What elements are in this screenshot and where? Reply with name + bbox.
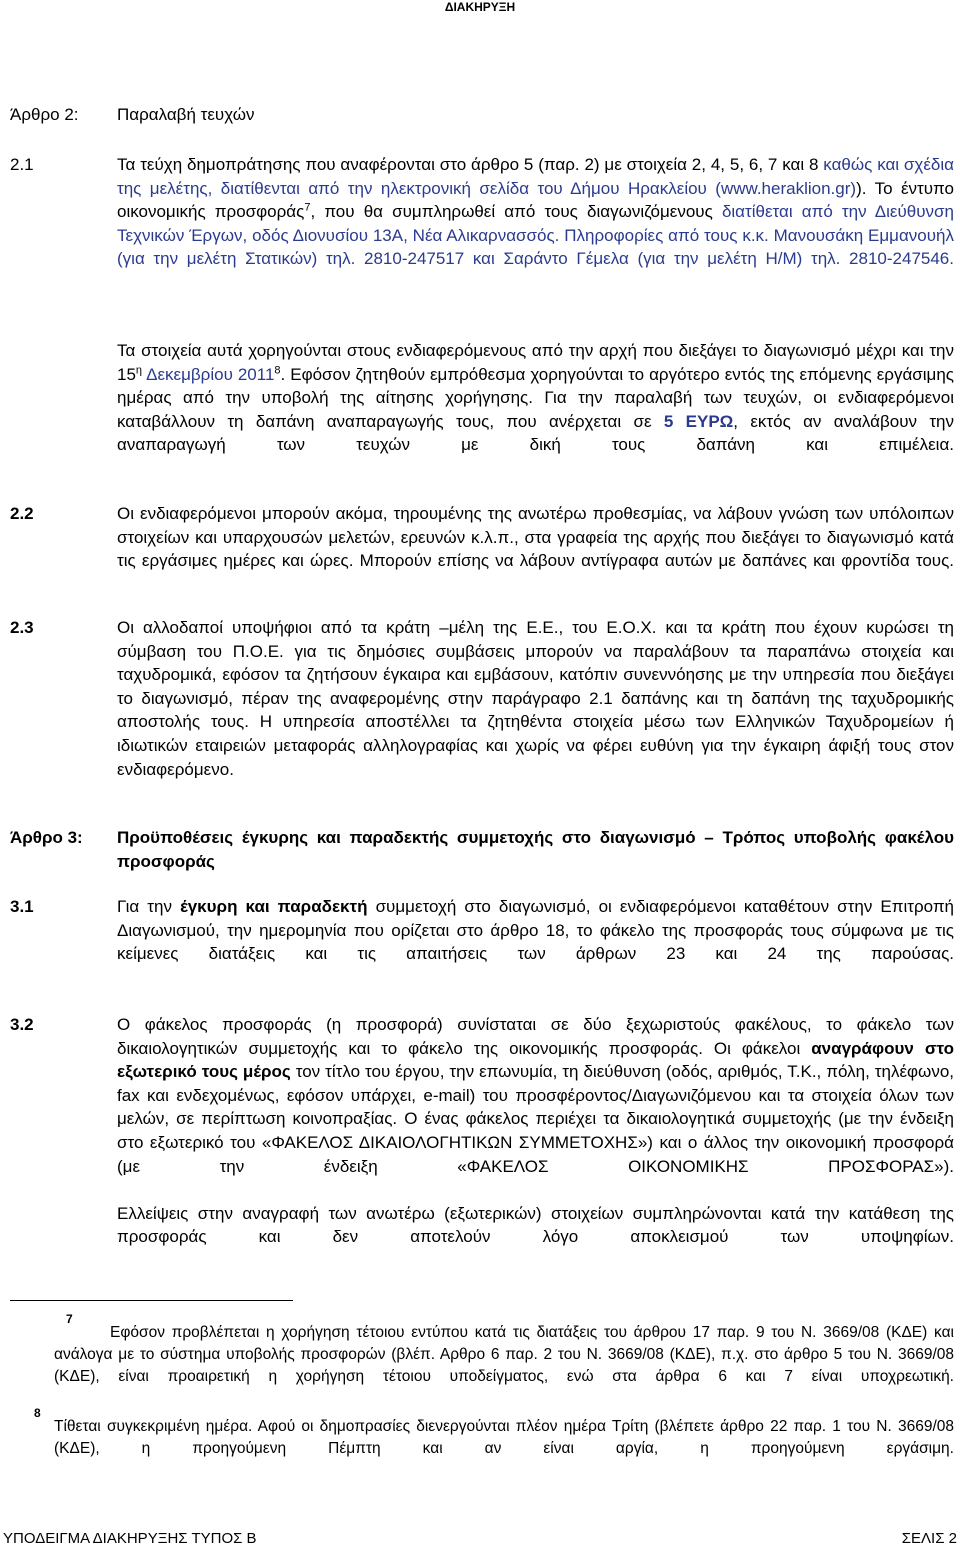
section-2-1-text-p2c: . Εφόσον ζητηθούν εμπρόθεσμα χορηγούνται το αργότερο εντός της επόμενης εργάσιμης ημέρας από την υποβολή της αίτησης χορήγησης.: [117, 364, 954, 408]
section-2-1-text-a: Τα τεύχη δημοπράτησης που αναφέρονται στο άρθρο 5 (παρ. 2) με στοιχεία 2, 4, 5, 6, 7 και 8: [117, 155, 819, 174]
section-2-1-text-p2e: , εκτός αν αναλάβουν την αναπαραγωγή των τευχών με δική τους δαπάνη και επιμέλεια.: [117, 411, 955, 455]
footer-template-name: ΥΠΟΔΕΙΓΜΑ ΔΙΑΚΗΡΥΞΗΣ ΤΥΠΟΣ Β: [3, 1530, 257, 1547]
ordinal-superscript: η: [135, 363, 143, 376]
footnote-7-text: Εφόσον προβλέπεται η χορήγηση τέτοιου εντύπου κατά τις διατάξεις του άρθρου 17 παρ. 9 του Ν. 3669/08 (ΚΔΕ) και ανάλογα με το σύστημα υποβολής προσφορών (βλέπ. Αρθρο 6 παρ. 2 του Ν. 3669/08 (ΚΔΕ), π.χ. στο άρθρο 5 του Ν. 3669/08 (ΚΔΕ), είναι προαιρετική η χορήγηση τέτοιου υποδείγματος, ενώ στα άρθρα 6 και 7 είναι υποχρεωτική.: [54, 1324, 954, 1385]
section-3-2-number: 3.2: [10, 1015, 34, 1034]
section-2-1-text-c: ). Το έντυπο οικονομικής προσφοράς: [117, 178, 954, 222]
article-2-title: Παραλαβή τευχών: [117, 105, 255, 124]
section-2-1-paragraph-2: [117, 339, 954, 481]
page-header: ΔΙΑΚΗΡΥΞΗ: [444, 0, 516, 14]
section-3-2-bold: αναγράφουν στο εξωτερικό τους μέρος: [117, 1038, 954, 1082]
footnote-7-number: 7: [66, 1312, 73, 1326]
footnote-8-text: Τίθεται συγκεκριμένη ημέρα. Αφού οι δημοπρασίες διενεργούνται πλέον ημέρα Τρίτη (βλέπετε άρθρο 22 παρ. 1 του Ν. 3669/08 (ΚΔΕ), η προηγούμενη Πέμπτη και αν είναι αργία, η προηγούμενη εργάσιμη.: [54, 1418, 954, 1457]
section-3-1: [117, 895, 954, 989]
article-2-label: Άρθρο 2:: [10, 105, 79, 124]
section-2-3-number: 2.3: [10, 618, 34, 637]
section-2-2: [117, 502, 954, 596]
footnote-7: [54, 1322, 954, 1410]
footnote-ref-7: 7: [304, 201, 311, 214]
footer-page-number: ΣΕΛΙΣ 2: [901, 1530, 957, 1547]
section-3-1-text-a: Για την: [117, 897, 172, 916]
footnote-separator: [10, 1300, 293, 1301]
section-2-1-paragraph-1: Τα τεύχη δημοπράτησης που αναφέρονται στο άρθρο 5 (παρ. 2) με στοιχεία 2, 4, 5, 6, 7 και 8 καθώς και σχέδια της μελέτης, διατίθενται από την ηλεκτρονική σελίδα του Δήμου Ηρακλείου (www.heraklion.gr)). Το έντυπο οικονομικής προσφοράς$^7$, που θα συμπληρωθεί από τους διαγωνιζόμενους διατίθεται από την Διεύθυνση Τεχνικών Έργων, οδός Διονυσίου 13Α, Νέα Αλικαρνασσός. Πληροφορίες από τους κ.κ. Μανουσάκη Εμμανουήλ (για την μελέτη Στατικών) τηλ. 2810-247517 και Σαράντο Γέμελα (για την μελέτη Η/Μ) τηλ. 2810-247546.: [117, 155, 954, 269]
website-link[interactable]: www.heraklion.gr: [720, 178, 851, 198]
deadline-date: Δεκεμβρίου 2011: [146, 364, 275, 384]
section-2-1-b: [117, 339, 954, 481]
footnote-8: [54, 1416, 954, 1482]
section-3-2-paragraph-2: Ελλείψεις στην αναγραφή των ανωτέρω (εξωτερικών) στοιχείων συμπληρώνονται κατά την κατάθεση της προσφοράς και δεν αποτελούν λόγο αποκλεισμού των υποψηφίων.: [117, 1203, 954, 1247]
section-3-2-text-b: τον τίτλο του έργου, την επωνυμία, τη διεύθυνση (οδός, αριθμός, Τ.Κ., πόλη, τηλέφωνο, fax και ενδεχομένως, εφόσον υπάρχει, e-mail) του προσφέροντος/Διαγωνιζόμενου και τα στοιχεία όλων των μελών, σε περίπτωση κοινοπραξίας. Ο ένας φάκελος περιέχει τα δικαιολογητικά συμμετοχής (με την ένδειξη στο εξωτερικό του «ΦΑΚΕΛΟΣ ΔΙΚΑΙΟΛΟΓΗΤΙΚΩΝ ΣΥΜΜΕΤΟΧΗΣ») και ο άλλος την οικονομική προσφορά (με την ένδειξη «ΦΑΚΕΛΟΣ ΟΙΚΟΝΟΜΙΚΗΣ ΠΡΟΣΦΟΡΑΣ»).: [117, 1062, 954, 1176]
section-3-2: [117, 1013, 954, 1273]
section-2-2-number: 2.2: [10, 504, 34, 523]
section-3-2-paragraph-1: [117, 1013, 954, 1202]
section-3-1-text-b: συμμετοχή στο διαγωνισμό, οι ενδιαφερόμενοι καταθέτουν στην Επιτροπή Διαγωνισμού, την ημερομηνία που ορίζεται στο άρθρο 18, το φάκελο της προσφοράς τους σύμφωνα με τις κείμενες διατάξεις και τις απαιτήσεις των άρθρων 23 και 24 της παρούσας.: [117, 897, 955, 964]
section-2-2-text: Οι ενδιαφερόμενοι μπορούν ακόμα, τηρουμένης της ανωτέρω προθεσμίας, να λάβουν γνώση των υπόλοιπων στοιχείων και υπαρχουσών μελετών, ερευνών κ.λ.π., στα γραφεία της αρχής που διεξάγει το διαγωνισμό κατά τις εργάσιμες ημέρες και ώρες. Μπορούν επίσης να λάβουν αντίγραφα αυτών με δαπάνες και φροντίδα τους.: [117, 504, 954, 571]
section-3-2-text-a: Ο φάκελος προσφοράς (η προσφορά) συνίσταται σε δύο ξεχωριστούς φακέλους, το φάκελο των δικαιολογητικών συμμετοχής και το φάκελο της οικονομικής προσφοράς. Οι φάκελοι: [117, 1015, 954, 1058]
article-3-label: Άρθρο 3:: [10, 828, 83, 847]
footnote-8-number: 8: [34, 1406, 41, 1420]
section-2-1: [117, 153, 954, 295]
reproduction-price: 5 ΕΥΡΩ: [663, 411, 734, 431]
article-3-heading: [117, 826, 954, 897]
section-2-1-text-d: , που θα συμπληρωθεί από τους διαγωνιζόμενους: [310, 202, 713, 222]
footnote-ref-8: 8: [274, 363, 281, 376]
section-2-3-text: Οι αλλοδαποί υποψήφιοι από τα κράτη –μέλη της Ε.Ε., του Ε.Ο.Χ. και τα κράτη που έχουν κυρώσει τη σύμβαση του Π.Ο.Ε. για τις δημόσιες συμβάσεις μπορούν να παραλάβουν τα παραπάνω στοιχεία και ταχυδρομικά, εφόσον τα ζητήσουν έγκαιρα και εμβάσουν, κατόπιν συνεννόησης με την υπηρεσία που διεξάγει το διαγωνισμό, πέραν της αναφερομένης στην παράγραφο 2.1 δαπάνης και τη δαπάνη της ταχυδρομικής αποστολής τους. Η υπηρεσία αποστέλλει τα ζητηθέντα στοιχεία μέσω των Ελληνικών Ταχυδρομείων ή ιδιωτικών εταιρειών μεταφοράς αλληλογραφίας και χωρίς να φέρει ευθύνη για την έγκαιρη άφιξή τους στον ενδιαφερόμενο.: [117, 618, 954, 779]
section-2-1-text-p2a: Τα στοιχεία αυτά χορηγούνται στους ενδιαφερόμενους από την αρχή που διεξάγει το διαγωνισμό μέχρι και την 15: [117, 341, 954, 384]
article-3-title: Προϋποθέσεις έγκυρης και παραδεκτής συμμετοχής στο διαγωνισμό – Τρόπος υποβολής φακέλου προσφοράς: [117, 828, 954, 871]
section-2-1-number: 2.1: [10, 155, 34, 174]
section-2-1-text-p2d: Για την παραλαβή των τευχών, οι ενδιαφερόμενοι καταβάλλουν τη δαπάνη αναπαραγωγής τους, που ανέρχεται σε: [117, 388, 954, 431]
section-2-1-text-b: καθώς και σχέδια της μελέτης, διατίθενται από την ηλεκτρονική σελίδα του Δήμου Ηρακλείου (: [117, 155, 954, 198]
section-3-1-paragraph: [117, 895, 954, 989]
section-2-1-text-e: διατίθεται από την Διεύθυνση Τεχνικών Έργων, οδός Διονυσίου 13Α, Νέα Αλικαρνασσός. Πληροφορίες από τους κ.κ. Μανουσάκη Εμμανουήλ (για την μελέτη Στατικών) τηλ. 2810-247517 και Σαράντο Γέμελα (για την μελέτη Η/Μ) τηλ. 2810-247546.: [117, 202, 954, 269]
section-3-1-bold: έγκυρη και παραδεκτή: [180, 897, 368, 916]
section-3-1-number: 3.1: [10, 897, 34, 916]
section-2-3: [117, 616, 954, 805]
